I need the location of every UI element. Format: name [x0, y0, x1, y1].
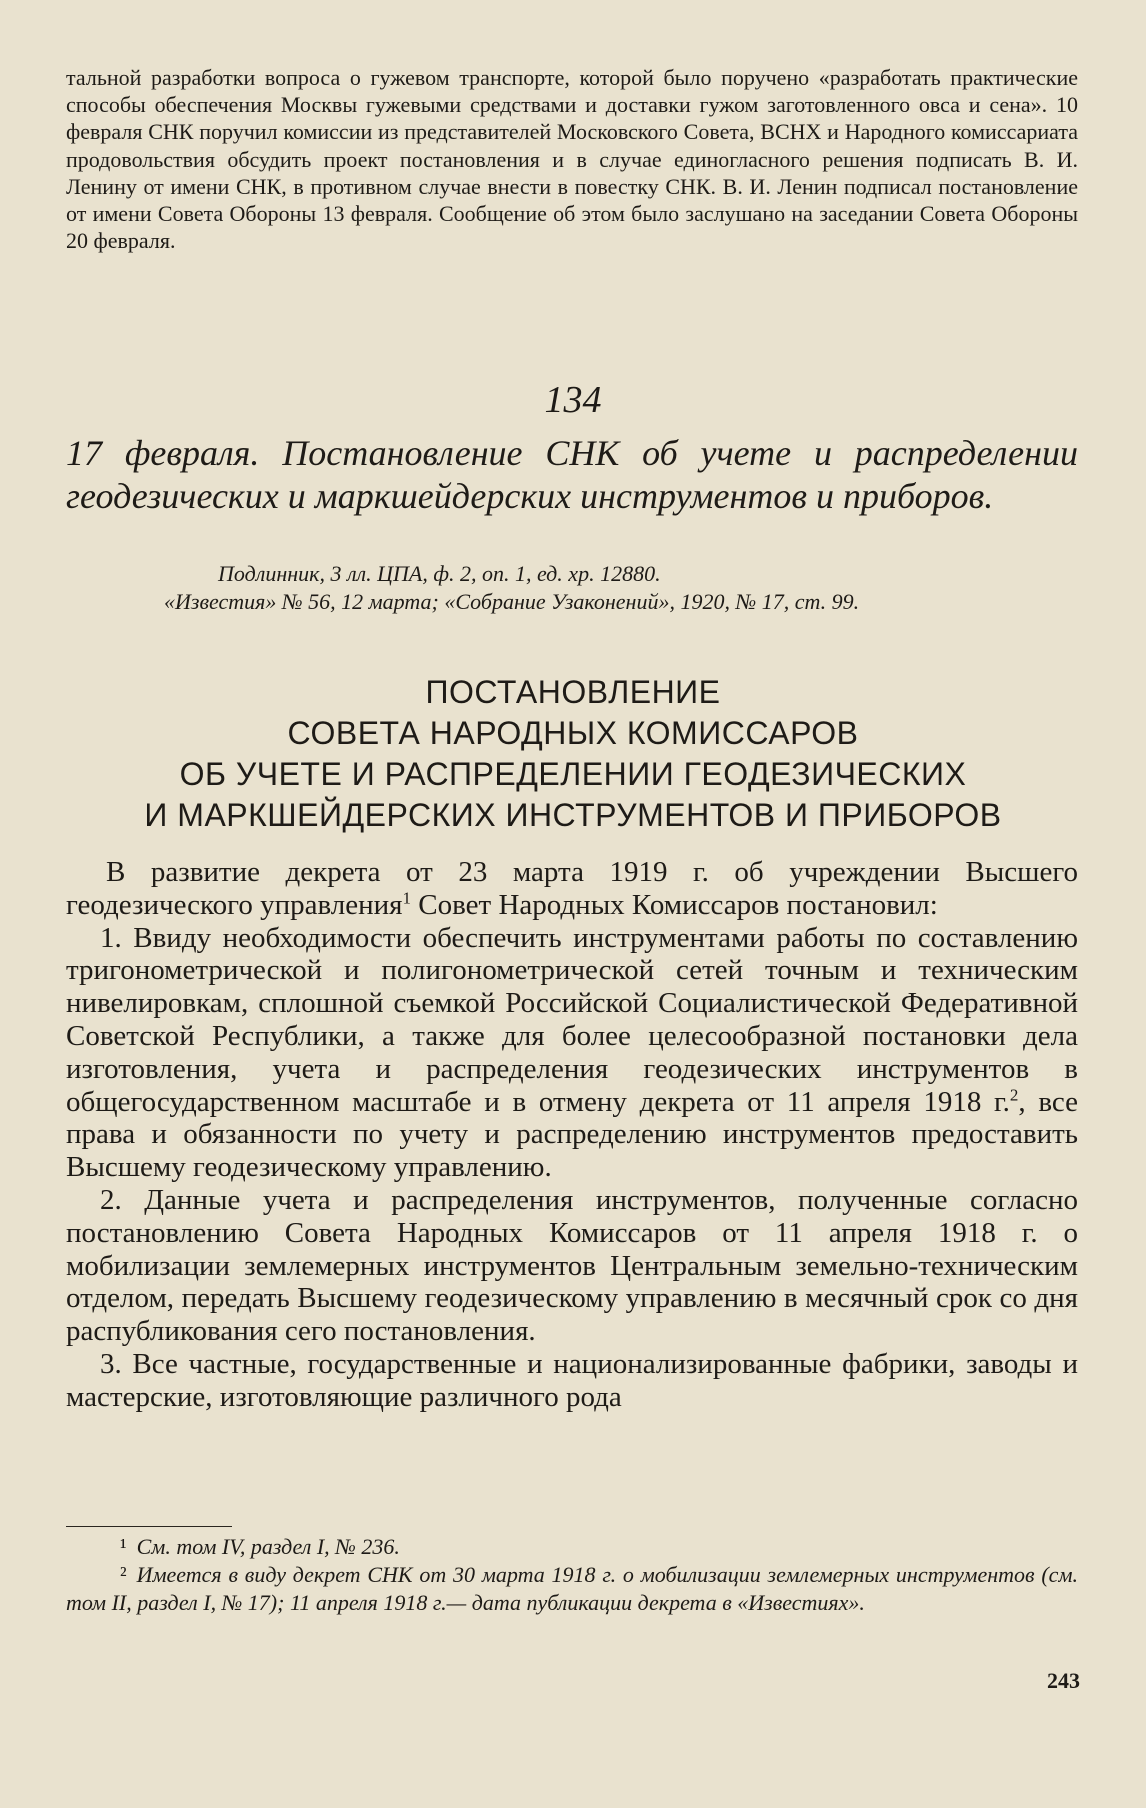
resolution-title [0, 672, 1146, 836]
title-line: ОБ УЧЕТЕ И РАСПРЕДЕЛЕНИИ ГЕОДЕЗИЧЕСКИХ [179, 756, 967, 792]
footnote-ref-2[interactable]: 2 [1009, 1084, 1019, 1104]
title-line: СОВЕТА НАРОДНЫХ КОМИССАРОВ [287, 715, 859, 751]
resolution-body [66, 856, 1078, 1414]
title-line: ПОСТАНОВЛЕНИЕ [425, 674, 721, 710]
footnote-ref-1[interactable]: 1 [402, 888, 412, 908]
item-1-paragraph: 1. Ввиду необходимости обеспечить инструментами работы по составлению тригонометрической и полигонометрической сетей точным и техническим нивелировкам, сплошной съемкой Российской Социалистической Федеративной Советской Республики, а также для более целесообразной постановки дела изготовления, учета и распределения геодезических инструментов в общегосударственном масштабе и в отмену декрета от 11 апреля 1918 г.$^2$, все права и обязанности по учету и распределению инструментов предоставить Высшему геодезическому управлению. [66, 921, 1078, 1184]
title-line: И МАРКШЕЙДЕРСКИХ ИНСТРУМЕНТОВ И ПРИБОРОВ [144, 797, 1002, 833]
continuation-paragraph: тальной разработки вопроса о гужевом транспорте, которой было поручено «разработать практические способы обеспечения Москвы гужевыми средствами и доставки гужом заготовленного овса и сена». 10 февраля СНК поручил комиссии из представителей Московского Совета, ВСНХ и Народного комиссариата продовольствия обсудить проект постановления и в случае единогласного решения подписать В. И. Ленину от имени СНК, в противном случае внести в повестку СНК. В. И. Ленин подписал постановление от имени Совета Обороны 13 февраля. Сообщение об этом было заслушано на заседании Совета Обороны 20 февраля. [66, 65, 1078, 254]
document-number: 134 [544, 379, 602, 421]
footnote-2: ² Имеется в виду декрет СНК от 30 марта 1918 г. о мобилизации землемерных инструментов (см. том II, раздел I, № 17); 11 апреля 1918 г.— дата публикации декрета в «Известиях». [66, 1562, 1078, 1615]
item-2-paragraph: 2. Данные учета и распределения инструментов, полученные согласно постановлению Совета Народных Комиссаров от 11 апреля 1918 г. о мобилизации землемерных инструментов Центральным земельно-техническим отделом, передать Высшему геодезическому управлению в месячный срок со дня распубликования сего постановления. [66, 1183, 1078, 1348]
preamble-paragraph: В развитие декрета от 23 марта 1919 г. об учреждении Высшего геодезического управления$^1$ Совет Народных Комиссаров постановил: [66, 856, 1078, 921]
item-3-paragraph: 3. Все частные, государственные и национализированные фабрики, заводы и мастерские, изготовляющие различного рода [66, 1347, 1078, 1413]
source-reference [164, 560, 1078, 616]
document-heading: 17 февраля. Постановление СНК об учете и распределении геодезических и маркшейдерских инструментов и приборов. [66, 433, 1078, 516]
source-line-1: Подлинник, 3 лл. ЦПА, ф. 2, оп. 1, ед. хр. 12880. [218, 561, 661, 586]
source-line-2: «Известия» № 56, 12 марта; «Собрание Узаконений», 1920, № 17, ст. 99. [164, 589, 860, 614]
footnote-1: ¹ См. том IV, раздел I, № 236. [120, 1534, 400, 1559]
footnote-divider [66, 1526, 232, 1527]
page-number: 243 [1047, 1668, 1080, 1693]
footnotes [66, 1533, 1078, 1617]
